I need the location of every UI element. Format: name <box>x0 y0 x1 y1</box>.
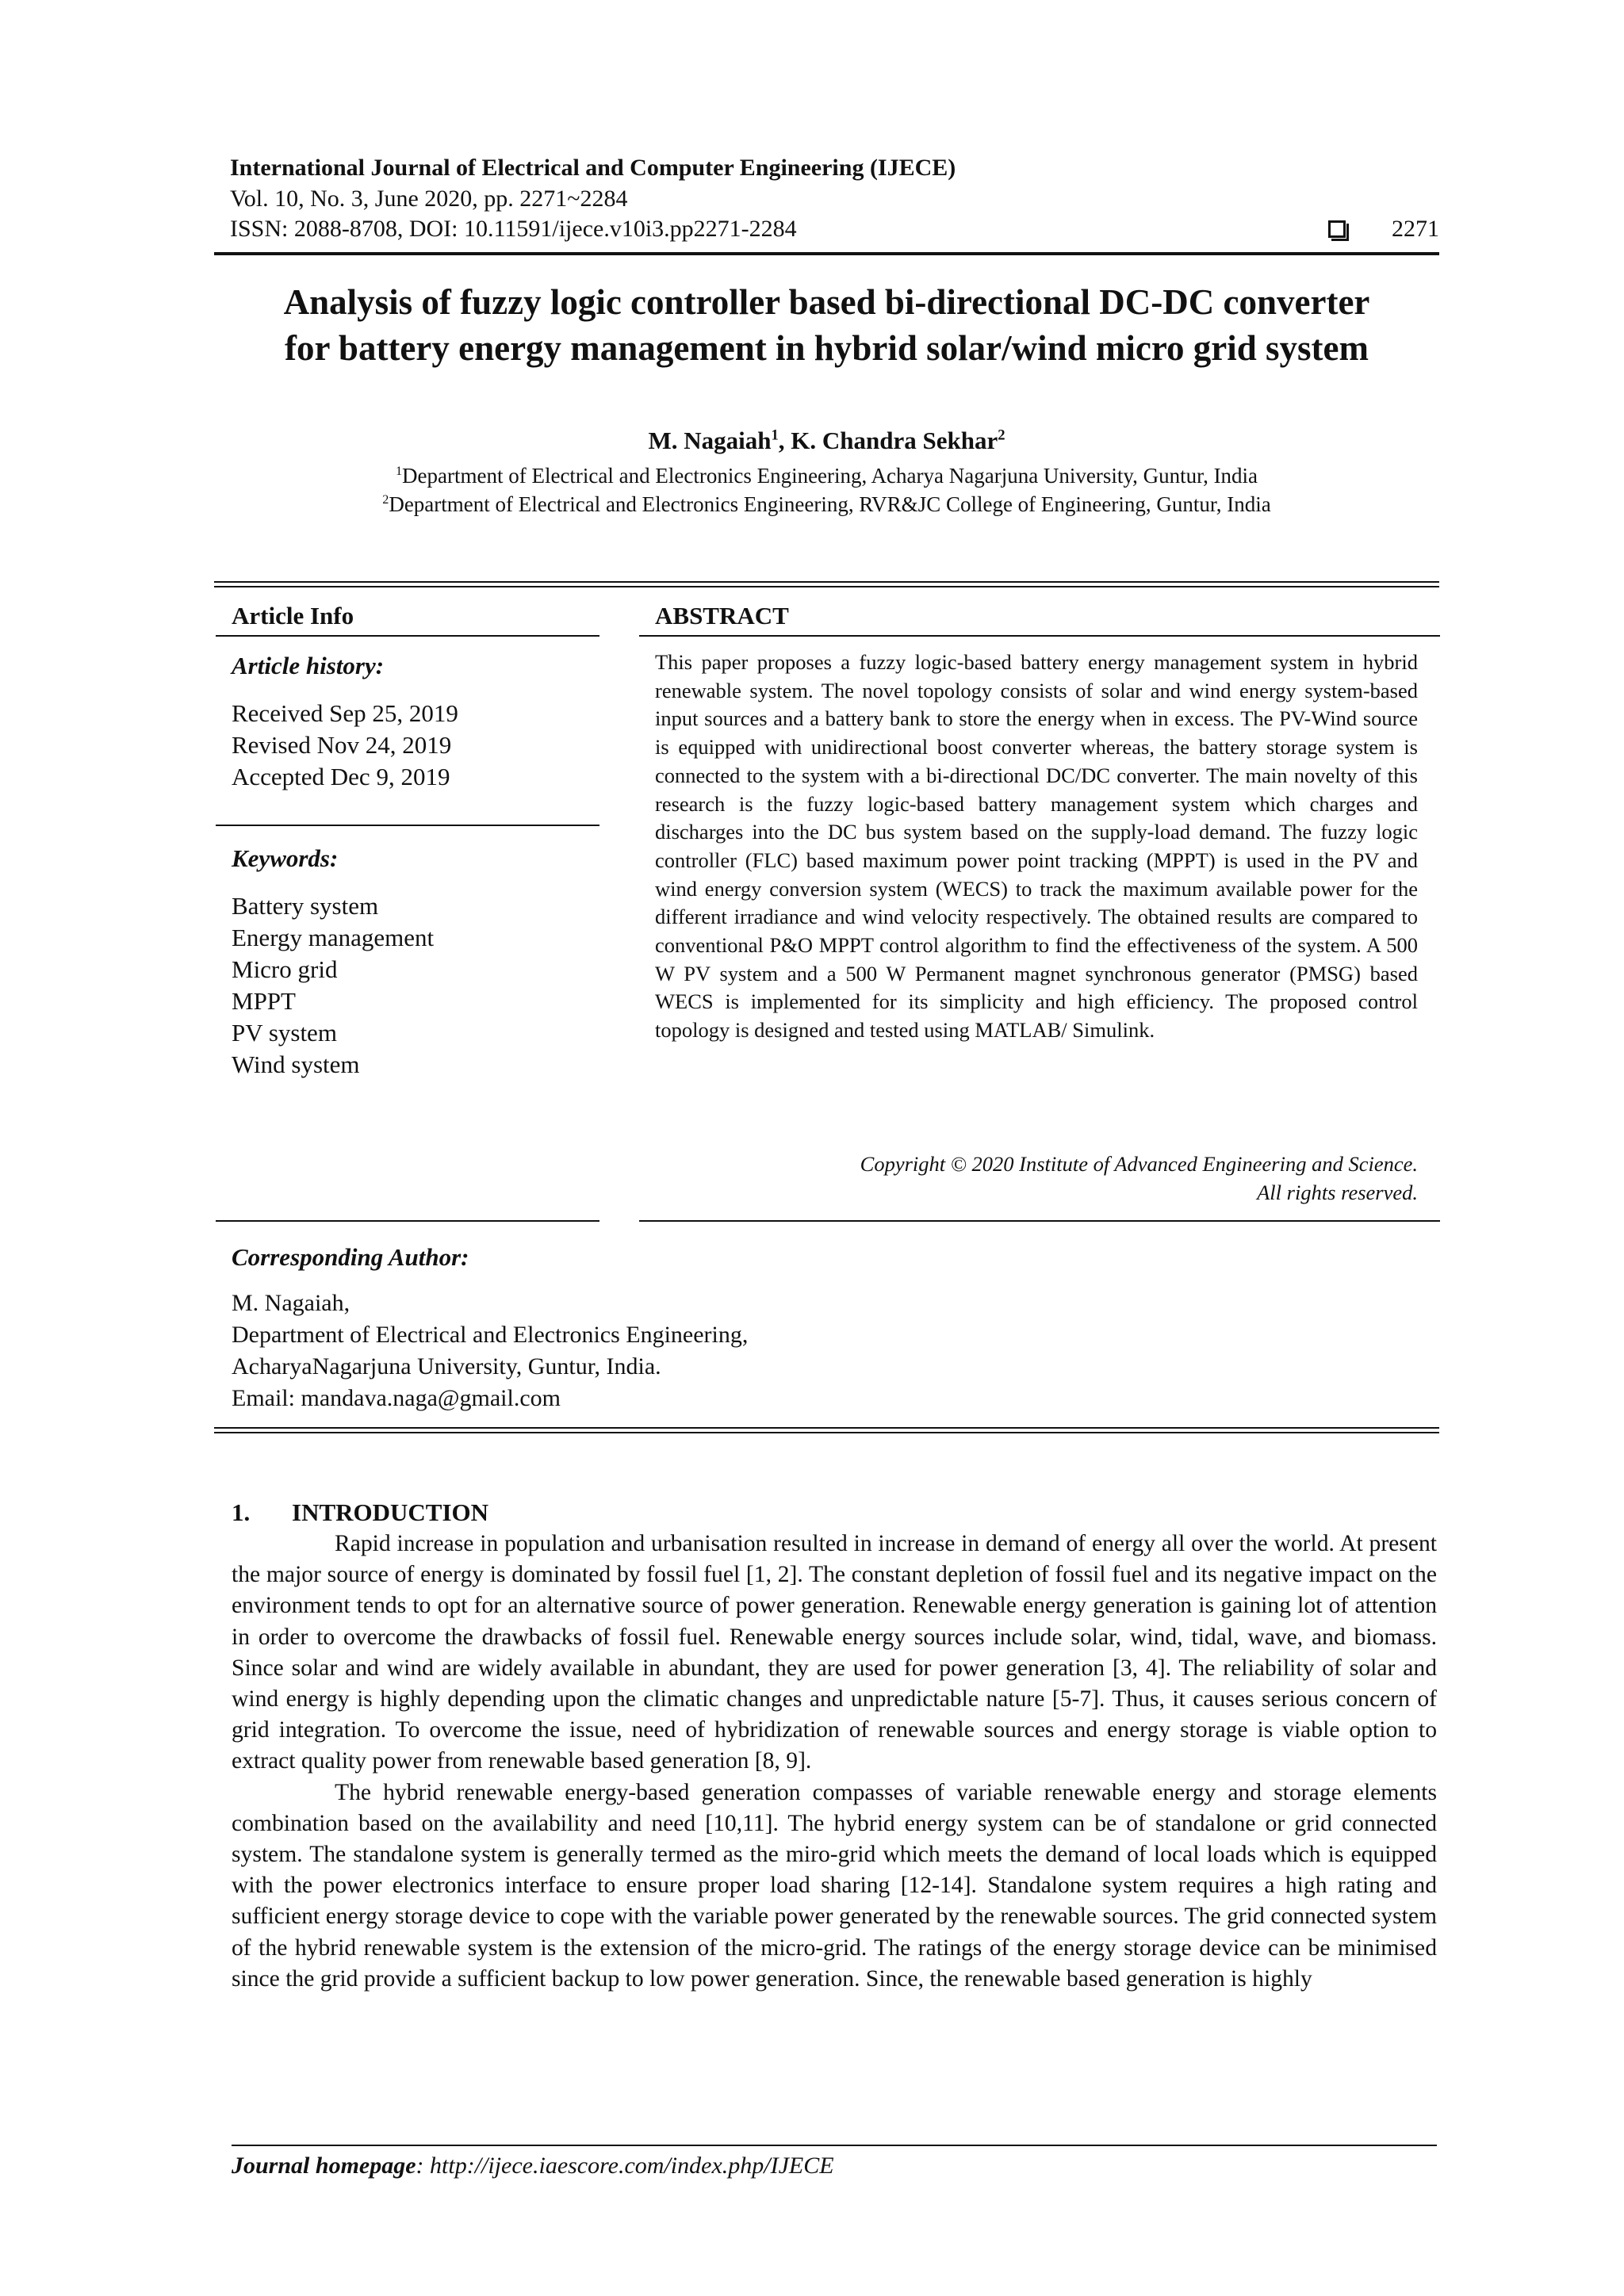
history-item: Accepted Dec 9, 2019 <box>232 763 450 790</box>
affiliation-mark: 1 <box>395 464 403 478</box>
page-number-group <box>1328 216 1439 243</box>
journal-name: International Journal of Electrical and Computer Engineering (IJECE) <box>230 155 956 181</box>
corresponding-author <box>232 1242 1183 1414</box>
section-double-rule <box>214 1427 1439 1433</box>
corresponding-line: M. Nagaiah, <box>232 1290 350 1316</box>
copyright-line: All rights reserved. <box>1257 1181 1418 1204</box>
paper-title <box>214 279 1439 371</box>
article-info <box>232 600 596 632</box>
introduction-paragraph: Rapid increase in population and urbanisation resulted in increase in demand of energy all over the world. At present the major source of energy is dominated by fossil fuel [1, 2]. The constant depletion of fossil fuel and its negative impact on the environment tends to opt for an alternative source of power generation. Renewable energy generation is gaining lot of attention in order to overcome the drawbacks of fossil fuel. Renewable energy sources include solar, wind, tidal, wave, and biomass. Since solar and wind are widely available in abundant, they are used for power generation [3, 4]. The reliability of solar and wind energy is highly depending upon the climatic changes and unpredictable nature [5-7]. Thus, it causes serious concern of grid integration. To overcome the issue, need of hybridization of renewable sources and energy storage is viable option to extract quality power from renewable based generation [8, 9]. <box>232 1531 1437 1774</box>
introduction-paragraph: The hybrid renewable energy-based generation compasses of variable renewable energy and storage elements combination based on the availability and need [10,11]. The hybrid energy system can be of standalone or grid connected system. The standalone system is generally termed as the miro-grid which meets the demand of local loads which is equipped with the power electronics interface to ensure proper load sharing [12-14]. Standalone system requires a high rating and sufficient energy storage device to cope with the variable power generated by the renewable sources. The grid connected system of the hybrid renewable system is the extension of the micro-grid. The ratings of the energy storage device can be minimised since the grid provide a sufficient backup to low power generation. Since, the renewable based generation is highly <box>232 1779 1437 1992</box>
author-name: K. Chandra Sekhar <box>791 427 998 454</box>
section-double-rule <box>214 581 1439 587</box>
corresponding-line: Department of Electrical and Electronics Engineering, <box>232 1322 749 1348</box>
keywords <box>232 843 596 1081</box>
journal-volume: Vol. 10, No. 3, June 2020, pp. 2271~2284 <box>230 186 628 212</box>
affiliation-mark: 2 <box>382 492 389 507</box>
author-list <box>214 425 1439 457</box>
copyright-notice <box>655 1150 1418 1207</box>
paper-title-line: Analysis of fuzzy logic controller based bi-directional DC-DC converter <box>283 282 1370 322</box>
column-rule <box>639 635 1440 637</box>
corresponding-heading: Corresponding Author: <box>232 1243 469 1271</box>
affiliation <box>214 490 1439 519</box>
journal-issn-row <box>230 214 1439 244</box>
journal-homepage-link[interactable]: http://ijece.iaescore.com/index.php/IJECE <box>430 2152 834 2179</box>
affiliation-text: Department of Electrical and Electronics Engineering, RVR&JC College of Engineering, Guntur, India <box>389 492 1271 516</box>
header-rule <box>214 252 1439 255</box>
column-rule <box>216 825 599 826</box>
affiliation <box>214 461 1439 490</box>
section-number: 1. <box>232 1498 251 1526</box>
keyword-item: Battery system <box>232 892 379 920</box>
footer-rule <box>232 2145 1437 2146</box>
article-history <box>232 650 596 793</box>
corresponding-line: Email: mandava.naga@gmail.com <box>232 1385 561 1411</box>
introduction-body <box>232 1529 1437 1995</box>
abstract-text: This paper proposes a fuzzy logic-based battery energy management system in hybrid renewable system. The novel topology consists of solar and wind energy system-based input sources and a battery bank to store the energy when in excess. The PV-Wind source is equipped with unidirectional boost converter whereas, the battery storage system is connected to the system with a bi-directional DC/DC converter. The main novelty of this research is the fuzzy logic-based battery management system which charges and discharges into the DC bus system based on the supply-load demand. The fuzzy logic controller (FLC) based maximum power point tracking (MPPT) is used in the PV and wind energy conversion system (WECS) to track the maximum available power for the different irradiance and wind velocity respectively. The obtained results are compared to conventional P&O MPPT control algorithm to find the effectiveness of the system. A 500 W PV system and a 500 W Permanent magnet synchronous generator (PMSG) based WECS is implemented for its simplicity and high efficiency. The proposed control topology is designed and tested using MATLAB/ Simulink. <box>655 650 1418 1043</box>
footer-separator: : <box>416 2152 431 2179</box>
square-bullet-icon <box>1328 220 1346 238</box>
author-name: M. Nagaiah <box>648 427 772 454</box>
keywords-heading: Keywords: <box>232 844 339 872</box>
author-affiliation-mark: 2 <box>998 427 1005 444</box>
keyword-item: Micro grid <box>232 955 338 983</box>
column-rule <box>216 1220 599 1222</box>
abstract-heading: ABSTRACT <box>655 602 789 629</box>
keyword-item: Wind system <box>232 1050 360 1078</box>
author-affiliation-mark: 1 <box>771 427 779 444</box>
keyword-item: PV system <box>232 1019 337 1047</box>
column-rule <box>216 635 599 637</box>
paper-title-line: for battery energy management in hybrid solar/wind micro grid system <box>285 328 1369 368</box>
history-item: Received Sep 25, 2019 <box>232 699 458 727</box>
column-rule <box>639 1220 1440 1222</box>
article-history-heading: Article history: <box>232 652 385 679</box>
journal-issn-doi: ISSN: 2088-8708, DOI: 10.11591/ijece.v10i3.pp2271-2284 <box>230 216 797 242</box>
author-separator: , <box>778 427 791 454</box>
copyright-line: Copyright © 2020 Institute of Advanced Engineering and Science. <box>860 1152 1418 1176</box>
introduction-heading <box>232 1497 488 1529</box>
history-item: Revised Nov 24, 2019 <box>232 731 452 759</box>
corresponding-line: AcharyaNagarjuna University, Guntur, India. <box>232 1353 661 1380</box>
section-title: INTRODUCTION <box>292 1498 489 1526</box>
journal-footer <box>232 2150 834 2182</box>
journal-header <box>230 152 1439 244</box>
page-number: 2271 <box>1392 216 1439 242</box>
footer-label: Journal homepage <box>232 2152 416 2179</box>
affiliation-text: Department of Electrical and Electronics Engineering, Acharya Nagarjuna University, Guntur, India <box>402 464 1258 488</box>
keyword-item: Energy management <box>232 924 435 951</box>
article-info-heading: Article Info <box>232 602 354 629</box>
keyword-item: MPPT <box>232 987 296 1015</box>
